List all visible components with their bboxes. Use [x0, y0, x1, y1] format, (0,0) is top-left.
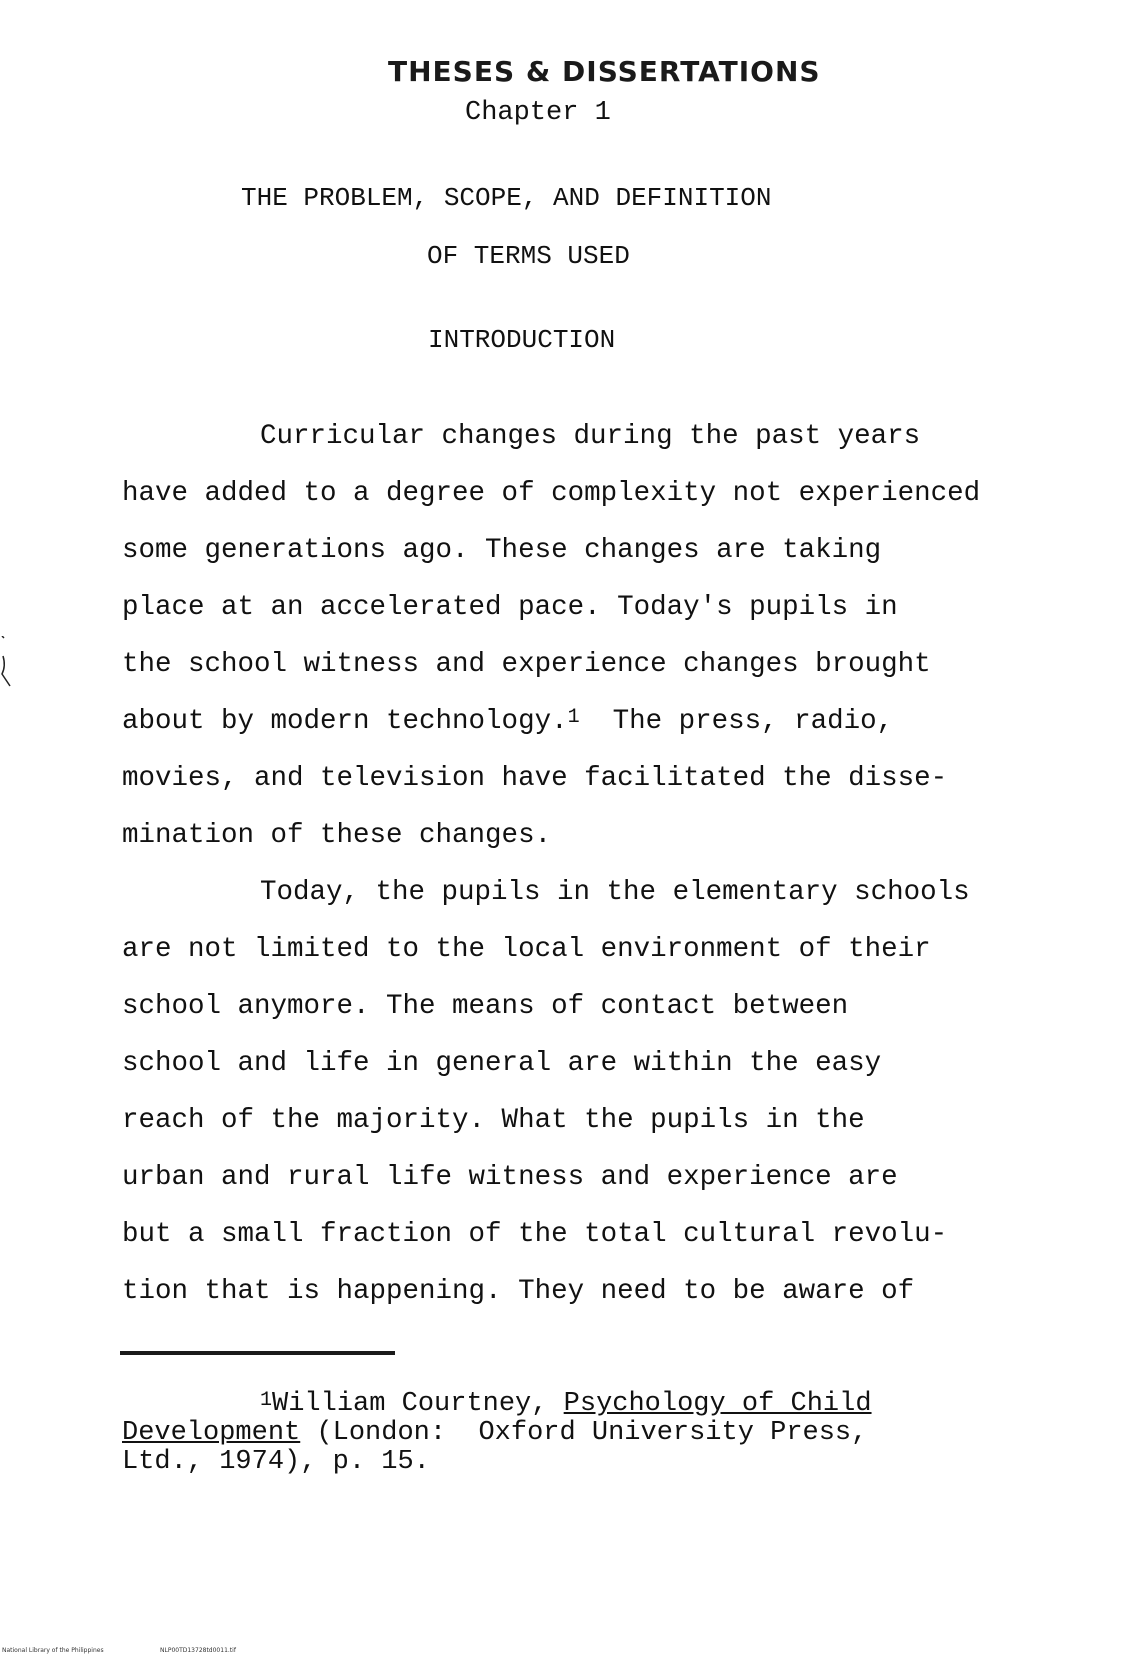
- footnote-reference: 1: [567, 706, 580, 729]
- section-heading: INTRODUCTION: [428, 325, 616, 355]
- footnote-book-title: Psychology of Child: [563, 1389, 872, 1419]
- body-line: Curricular changes during the past years: [260, 421, 921, 452]
- chapter-title-line-1: THE PROBLEM, SCOPE, AND DEFINITION: [241, 183, 772, 213]
- body-line: reach of the majority. What the pupils in the: [122, 1105, 865, 1136]
- theses-dissertations-stamp: THESES & DISSERTATIONS: [388, 55, 821, 88]
- footnote-author: William Courtney,: [272, 1389, 564, 1419]
- body-line-with-footnote-ref: [122, 693, 1122, 750]
- body-line: Today, the pupils in the elementary schools: [260, 877, 970, 908]
- body-line: but a small fraction of the total cultural revolu-: [122, 1219, 948, 1250]
- body-line: some generations ago. These changes are taking: [122, 535, 882, 566]
- body-line: school and life in general are within the easy: [122, 1048, 882, 1079]
- body-line: are not limited to the local environment of their: [122, 934, 931, 965]
- body-line: place at an accelerated pace. Today's pupils in: [122, 592, 898, 623]
- body-text: [122, 408, 1122, 1320]
- body-line: have added to a degree of complexity not experienced: [122, 478, 981, 509]
- margin-pen-mark: [0, 636, 14, 701]
- body-line: mination of these changes.: [122, 820, 552, 851]
- chapter-heading: Chapter 1: [465, 98, 611, 128]
- body-line: tion that is happening. They need to be aware of: [122, 1276, 915, 1307]
- footnote-publisher: (London: Oxford University Press,: [300, 1418, 868, 1448]
- footnote-line-1: [122, 1390, 872, 1419]
- footnote-book-title-cont: Development: [122, 1418, 301, 1448]
- footnote: [122, 1390, 872, 1477]
- footnote-number: 1: [260, 1389, 273, 1412]
- body-line-text: about by modern technology.: [122, 706, 568, 737]
- footnote-line-3: Ltd., 1974), p. 15.: [122, 1447, 430, 1477]
- library-credit: National Library of the Philippines: [2, 1647, 104, 1654]
- chapter-title-line-2: OF TERMS USED: [427, 241, 630, 271]
- body-line-text: The press, radio,: [579, 706, 894, 737]
- body-line: the school witness and experience changes brought: [122, 649, 931, 680]
- body-line: school anymore. The means of contact between: [122, 991, 849, 1022]
- file-code: NLP00TD13728td0011.tif: [160, 1647, 236, 1654]
- body-line: movies, and television have facilitated the disse-: [122, 763, 948, 794]
- footnote-separator: [120, 1351, 395, 1355]
- footnote-line-2: [122, 1419, 872, 1448]
- body-line: urban and rural life witness and experience are: [122, 1162, 898, 1193]
